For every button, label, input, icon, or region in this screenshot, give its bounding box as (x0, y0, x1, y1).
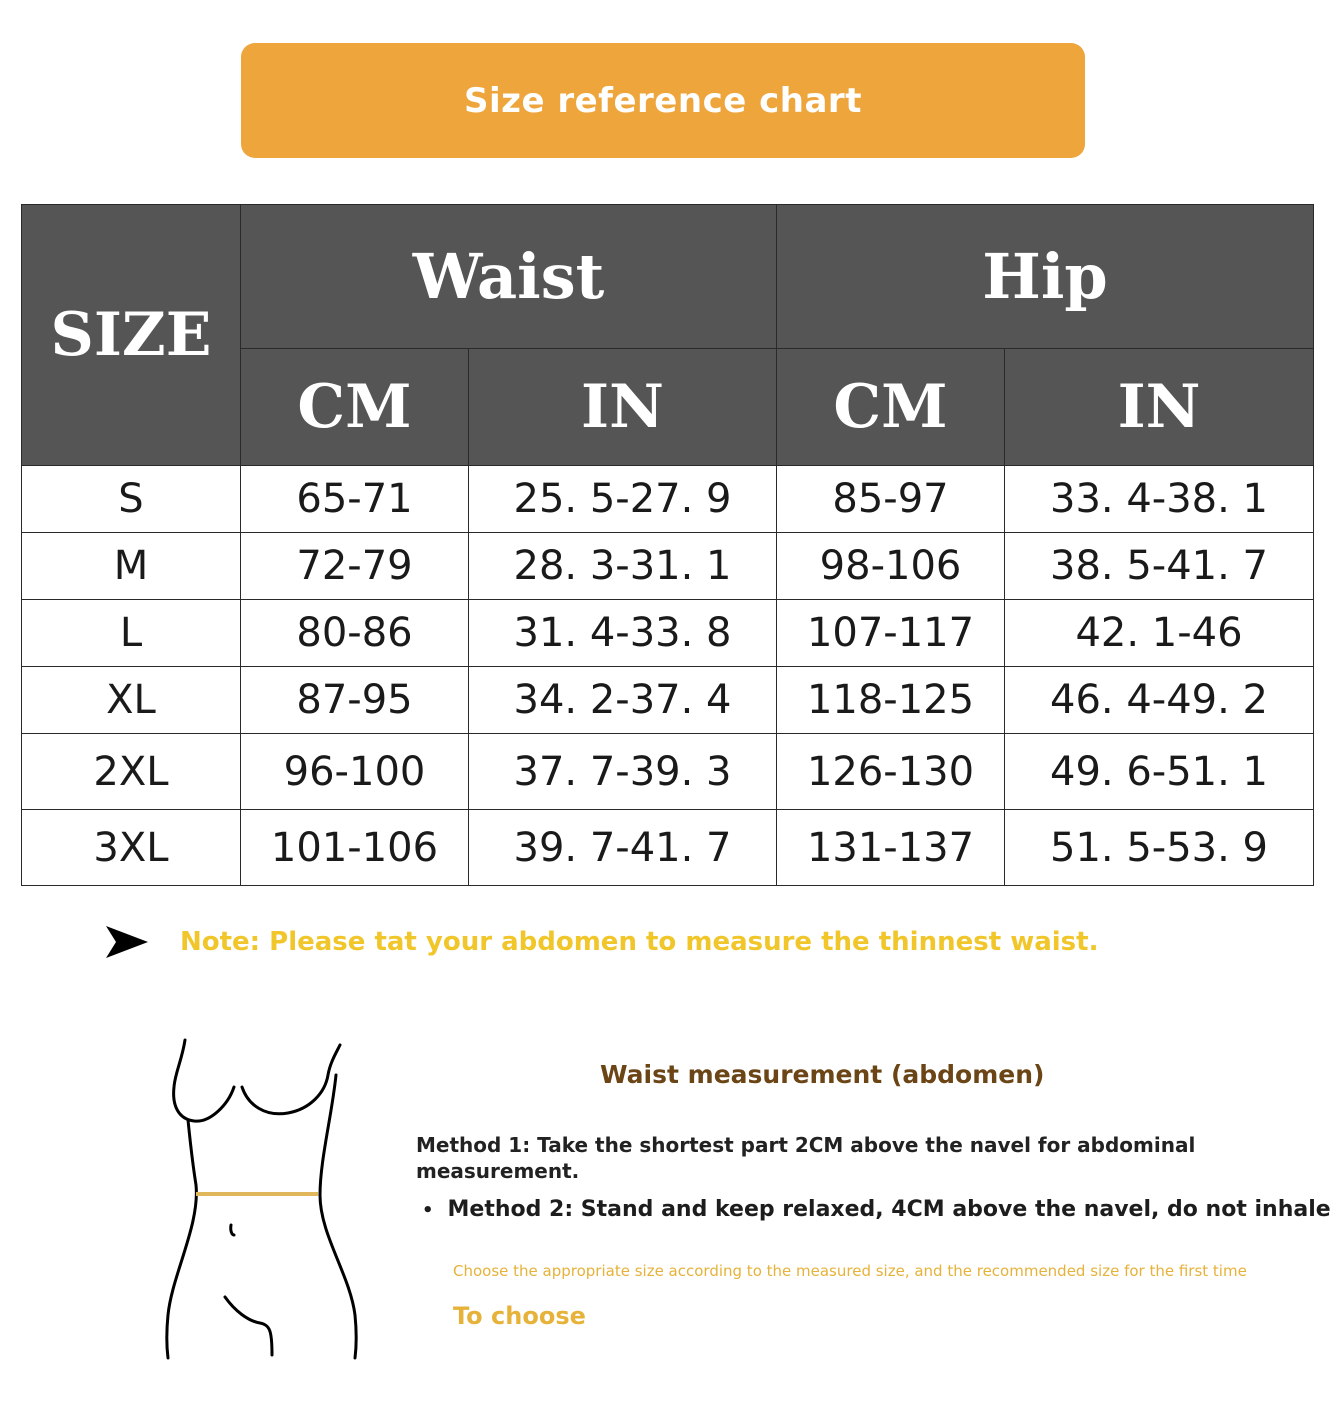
hip-cm-cell: 85-97 (777, 466, 1005, 533)
hip-header: Hip (777, 205, 1314, 349)
hip-cm-cell: 131-137 (777, 810, 1005, 886)
hip-in-cell: 42. 1-46 (1005, 600, 1314, 667)
table-row (22, 466, 1314, 533)
waist-cm-cell: 72-79 (241, 533, 469, 600)
banner-title: Size reference chart (464, 80, 862, 121)
method-2-text: Method 2: Stand and keep relaxed, 4CM above the navel, do not inhale (447, 1197, 1331, 1222)
waist-measurement-title: Waist measurement (abdomen) (600, 1060, 1045, 1089)
note-text: Note: Please tat your abdomen to measure the thinnest waist. (180, 927, 1099, 957)
hip-cm-cell: 126-130 (777, 734, 1005, 810)
waist-cm-cell: 87-95 (241, 667, 469, 734)
waist-in-header: IN (469, 349, 777, 466)
waist-in-cell: 37. 7-39. 3 (469, 734, 777, 810)
table-row (22, 600, 1314, 667)
waist-cm-header: CM (241, 349, 469, 466)
hip-cm-cell: 98-106 (777, 533, 1005, 600)
waist-in-cell: 31. 4-33. 8 (469, 600, 777, 667)
title-banner (241, 43, 1085, 158)
hip-cm-header: CM (777, 349, 1005, 466)
size-header: SIZE (22, 205, 241, 466)
waist-in-cell: 34. 2-37. 4 (469, 667, 777, 734)
size-cell: 2XL (22, 734, 241, 810)
size-table (21, 204, 1314, 886)
waist-cm-cell: 101-106 (241, 810, 469, 886)
table-row (22, 667, 1314, 734)
hip-cm-cell: 107-117 (777, 600, 1005, 667)
waist-cm-cell: 80-86 (241, 600, 469, 667)
choose-note-text: Choose the appropriate size according to the measured size, and the recommended size for the first time (453, 1262, 1247, 1280)
waist-header: Waist (241, 205, 777, 349)
table-row (22, 810, 1314, 886)
waist-in-cell: 28. 3-31. 1 (469, 533, 777, 600)
size-cell: M (22, 533, 241, 600)
size-cell: L (22, 600, 241, 667)
hip-in-header: IN (1005, 349, 1314, 466)
waist-in-cell: 25. 5-27. 9 (469, 466, 777, 533)
waist-in-cell: 39. 7-41. 7 (469, 810, 777, 886)
table-row (22, 734, 1314, 810)
hip-in-cell: 38. 5-41. 7 (1005, 533, 1314, 600)
hip-cm-cell: 118-125 (777, 667, 1005, 734)
hip-in-cell: 46. 4-49. 2 (1005, 667, 1314, 734)
to-choose-link[interactable]: To choose (453, 1302, 586, 1330)
waist-cm-cell: 65-71 (241, 466, 469, 533)
hip-in-cell: 49. 6-51. 1 (1005, 734, 1314, 810)
hip-in-cell: 33. 4-38. 1 (1005, 466, 1314, 533)
waist-cm-cell: 96-100 (241, 734, 469, 810)
table-row (22, 533, 1314, 600)
size-cell: S (22, 466, 241, 533)
method-2-item (422, 1197, 1331, 1222)
note-line (104, 922, 1098, 962)
size-cell: XL (22, 667, 241, 734)
bullet-icon: • (422, 1200, 434, 1221)
hip-in-cell: 51. 5-53. 9 (1005, 810, 1314, 886)
arrow-right-icon (104, 922, 150, 962)
method-1-text: Method 1: Take the shortest part 2CM above the navel for abdominal measurement. (416, 1133, 1196, 1183)
body-silhouette-illustration (160, 1035, 370, 1360)
size-cell: 3XL (22, 810, 241, 886)
